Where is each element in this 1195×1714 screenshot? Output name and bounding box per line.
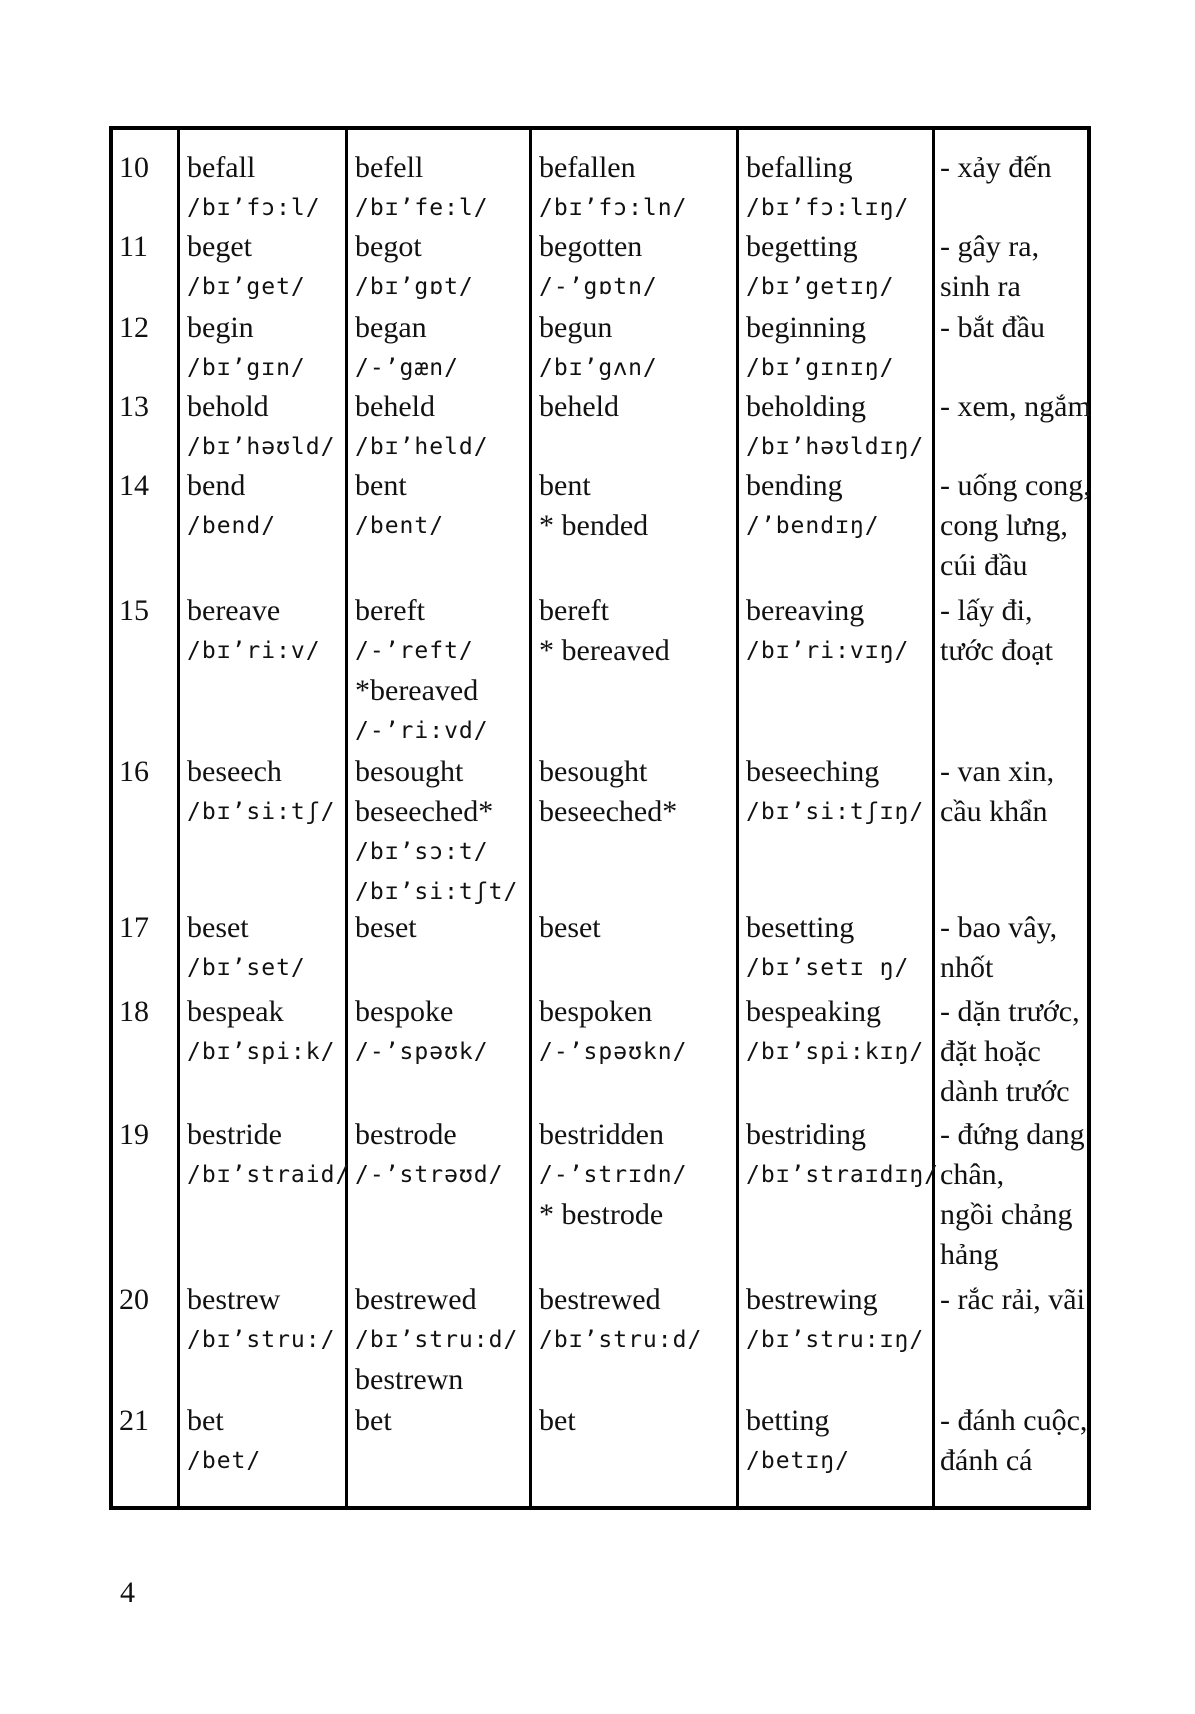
word: bespoke <box>355 995 454 1028</box>
meaning-cell <box>940 752 1054 832</box>
base-form-cell <box>187 591 321 671</box>
word: begotten <box>539 230 643 263</box>
pronunciation: /bɪ’ri:vɪŋ/ <box>746 638 910 664</box>
word: beset <box>539 911 601 944</box>
word: bespeak <box>187 995 284 1028</box>
past-participle-cell <box>539 992 687 1072</box>
base-form-cell <box>187 752 335 832</box>
word: nhốt <box>940 951 994 984</box>
past-participle-cell <box>539 1115 687 1235</box>
pronunciation: /-’reft/ <box>355 638 474 664</box>
row-number: 11 <box>119 230 148 263</box>
word: - xảy đến <box>940 151 1052 184</box>
past-simple-cell <box>355 908 417 948</box>
word: befallen <box>539 151 636 184</box>
row-number: 19 <box>119 1118 149 1151</box>
pronunciation: /bɪ’gɒt/ <box>355 274 474 300</box>
word: đánh cá <box>940 1444 1033 1477</box>
word: bend <box>187 469 246 502</box>
word: bet <box>355 1404 392 1437</box>
pronunciation: /bɪ’fe:l/ <box>355 195 489 221</box>
past-participle-cell <box>539 308 658 388</box>
meaning-cell <box>940 1115 1085 1275</box>
row-number: 17 <box>119 911 149 944</box>
word: beset <box>187 911 249 944</box>
word: *bereaved <box>355 674 479 707</box>
pronunciation: /-’strɪdn/ <box>539 1162 688 1188</box>
word: - uống cong, <box>940 469 1091 502</box>
pronunciation: /bɪ’stru:d/ <box>539 1327 703 1353</box>
word: beseech <box>187 755 282 788</box>
base-form-cell <box>187 308 306 388</box>
past-participle-cell <box>539 227 658 307</box>
past-simple-cell <box>355 1115 503 1195</box>
past-participle-cell <box>539 1280 702 1360</box>
pronunciation: /bɪ’gʌn/ <box>539 355 658 381</box>
word: befalling <box>746 151 853 184</box>
past-simple-cell <box>355 752 518 912</box>
past-participle-cell <box>539 908 601 948</box>
meaning-cell <box>940 992 1080 1112</box>
past-simple-cell <box>355 387 489 467</box>
word: bet <box>539 1404 576 1437</box>
word: sinh ra <box>940 270 1021 303</box>
word: beseeched* <box>539 795 678 828</box>
past-participle-cell <box>539 148 687 228</box>
pronunciation: /bɪ’stru:ɪŋ/ <box>746 1327 925 1353</box>
word: hảng <box>940 1238 999 1271</box>
pronunciation: /bend/ <box>187 513 277 539</box>
base-form-cell <box>187 466 276 546</box>
past-simple-cell <box>355 148 489 228</box>
row-number: 10 <box>119 151 149 184</box>
meaning-cell <box>940 1280 1085 1320</box>
word: - gây ra, <box>940 230 1040 263</box>
present-participle-cell <box>746 1115 939 1195</box>
past-participle-cell <box>539 387 619 427</box>
pronunciation: /bɪ’ri:v/ <box>187 638 321 664</box>
word: began <box>355 311 427 344</box>
present-participle-cell <box>746 466 880 546</box>
word: * bereaved <box>539 634 670 667</box>
word: bereave <box>187 594 281 627</box>
word: * bended <box>539 509 649 542</box>
irregular-verbs-table <box>109 126 1091 1510</box>
pronunciation: /bɪ’si:tʃt/ <box>355 879 519 905</box>
word: besought <box>355 755 464 788</box>
base-form-cell <box>187 1280 335 1360</box>
pronunciation: /bɪ’sɔ:t/ <box>355 839 489 865</box>
word: bespeaking <box>746 995 881 1028</box>
pronunciation: /bɪ’stru:d/ <box>355 1327 519 1353</box>
pronunciation: /bɪ’set/ <box>187 955 306 981</box>
word: bereaving <box>746 594 865 627</box>
past-simple-cell <box>355 591 489 751</box>
meaning-cell <box>940 387 1091 427</box>
word: bestriding <box>746 1118 866 1151</box>
pronunciation: /bɪ’həʊld/ <box>187 434 336 460</box>
word: đặt hoặc <box>940 1035 1041 1068</box>
row-number: 12 <box>119 311 149 344</box>
base-form-cell <box>187 908 306 988</box>
row-number: 13 <box>119 390 149 423</box>
word: beholding <box>746 390 866 423</box>
word: bent <box>539 469 591 502</box>
present-participle-cell <box>746 1280 924 1360</box>
past-participle-cell <box>539 591 670 671</box>
past-simple-cell <box>355 227 474 307</box>
row-number: 18 <box>119 995 149 1028</box>
word: - bắt đầu <box>940 311 1045 344</box>
pronunciation: /bɪ’si:tʃ/ <box>187 799 336 825</box>
word: - đánh cuộc, <box>940 1404 1088 1437</box>
base-form-cell <box>187 1401 261 1481</box>
word: beheld <box>539 390 619 423</box>
pronunciation: /bɪ’spi:kɪŋ/ <box>746 1039 925 1065</box>
word: bending <box>746 469 843 502</box>
word: cong lưng, <box>940 509 1068 542</box>
meaning-cell <box>940 227 1039 307</box>
pronunciation: /bet/ <box>187 1448 262 1474</box>
row-number: 14 <box>119 469 149 502</box>
base-form-cell <box>187 148 321 228</box>
word: betting <box>746 1404 830 1437</box>
table-body <box>113 148 1091 1506</box>
present-participle-cell <box>746 308 894 388</box>
word: begin <box>187 311 254 344</box>
row-number: 15 <box>119 594 149 627</box>
past-simple-cell <box>355 1280 518 1400</box>
meaning-cell <box>940 466 1091 586</box>
word: beget <box>187 230 252 263</box>
base-form-cell <box>187 227 306 307</box>
word: behold <box>187 390 269 423</box>
meaning-cell <box>940 148 1052 188</box>
word: bereft <box>355 594 425 627</box>
word: bereft <box>539 594 609 627</box>
pronunciation: /-’ri:vd/ <box>355 718 489 744</box>
word: begetting <box>746 230 858 263</box>
page-number: 4 <box>120 1576 135 1609</box>
word: - rắc rải, vãi <box>940 1283 1085 1316</box>
meaning-cell <box>940 308 1045 348</box>
word: beheld <box>355 390 435 423</box>
past-participle-cell <box>539 466 648 546</box>
word: bestride <box>187 1118 282 1151</box>
past-simple-cell <box>355 466 444 546</box>
word: bespoken <box>539 995 653 1028</box>
pronunciation: /bɪ’get/ <box>187 274 306 300</box>
pronunciation: /bɪ’spi:k/ <box>187 1039 336 1065</box>
pronunciation: /-’gæn/ <box>355 355 459 381</box>
word: bet <box>187 1404 224 1437</box>
pronunciation: /-’spəʊkn/ <box>539 1039 688 1065</box>
word: bent <box>355 469 407 502</box>
base-form-cell <box>187 387 335 467</box>
pronunciation: /bɪ’fɔ:lɪŋ/ <box>746 195 910 221</box>
meaning-cell <box>940 1401 1087 1481</box>
word: ngồi chảng <box>940 1198 1073 1231</box>
word: chân, <box>940 1158 1005 1191</box>
past-simple-cell <box>355 1401 392 1441</box>
row-number: 21 <box>119 1404 149 1437</box>
word: cúi đầu <box>940 549 1028 582</box>
word: beseeching <box>746 755 880 788</box>
word: begot <box>355 230 422 263</box>
pronunciation: /bɪ’straid/ <box>187 1162 351 1188</box>
pronunciation: /bɪ’fɔ:ln/ <box>539 195 688 221</box>
pronunciation: /bɪ’getɪŋ/ <box>746 274 895 300</box>
pronunciation: /bent/ <box>355 513 445 539</box>
word: befall <box>187 151 256 184</box>
word: besetting <box>746 911 855 944</box>
present-participle-cell <box>746 992 924 1072</box>
present-participle-cell <box>746 591 909 671</box>
pronunciation: /bɪ’gɪnɪŋ/ <box>746 355 895 381</box>
pronunciation: /’bendɪŋ/ <box>746 513 880 539</box>
pronunciation: /bɪ’si:tʃɪŋ/ <box>746 799 925 825</box>
word: - bao vây, <box>940 911 1058 944</box>
word: dành trước <box>940 1075 1070 1108</box>
row-number: 20 <box>119 1283 149 1316</box>
word: - lấy đi, <box>940 594 1033 627</box>
pronunciation: /bɪ’setɪ ŋ/ <box>746 955 910 981</box>
past-simple-cell <box>355 308 459 388</box>
word: cầu khẩn <box>940 795 1048 828</box>
present-participle-cell <box>746 1401 850 1481</box>
word: beginning <box>746 311 866 344</box>
present-participle-cell <box>746 387 924 467</box>
word: bestrewing <box>746 1283 878 1316</box>
word: - đứng dang <box>940 1118 1085 1151</box>
row-number: 16 <box>119 755 149 788</box>
past-participle-cell <box>539 1401 576 1441</box>
word: begun <box>539 311 613 344</box>
pronunciation: /-’strəʊd/ <box>355 1162 504 1188</box>
word: bestrew <box>187 1283 281 1316</box>
meaning-cell <box>940 591 1053 671</box>
present-participle-cell <box>746 148 909 228</box>
base-form-cell <box>187 1115 350 1195</box>
present-participle-cell <box>746 227 894 307</box>
pronunciation: /bɪ’stru:/ <box>187 1327 336 1353</box>
pronunciation: /bɪ’gɪn/ <box>187 355 306 381</box>
word: bestrode <box>355 1118 457 1151</box>
word: befell <box>355 151 424 184</box>
pronunciation: /bɪ’held/ <box>355 434 489 460</box>
word: * bestrode <box>539 1198 664 1231</box>
pronunciation: /bɪ’həʊldɪŋ/ <box>746 434 925 460</box>
word: tước đoạt <box>940 634 1053 667</box>
pronunciation: /betɪŋ/ <box>746 1448 850 1474</box>
word: beseeched* <box>355 795 494 828</box>
word: - van xin, <box>940 755 1055 788</box>
word: besought <box>539 755 648 788</box>
pronunciation: /bɪ’straɪdɪŋ/ <box>746 1162 940 1188</box>
word: bestrewn <box>355 1363 464 1396</box>
word: bestridden <box>539 1118 664 1151</box>
word: - xem, ngắm <box>940 390 1091 423</box>
word: - dặn trước, <box>940 995 1080 1028</box>
pronunciation: /-’gɒtn/ <box>539 274 658 300</box>
past-simple-cell <box>355 992 489 1072</box>
meaning-cell <box>940 908 1057 988</box>
present-participle-cell <box>746 908 909 988</box>
base-form-cell <box>187 992 335 1072</box>
past-participle-cell <box>539 752 677 832</box>
word: bestrewed <box>355 1283 477 1316</box>
present-participle-cell <box>746 752 924 832</box>
pronunciation: /bɪ’fɔ:l/ <box>187 195 321 221</box>
pronunciation: /-’spəʊk/ <box>355 1039 489 1065</box>
word: bestrewed <box>539 1283 661 1316</box>
word: beset <box>355 911 417 944</box>
